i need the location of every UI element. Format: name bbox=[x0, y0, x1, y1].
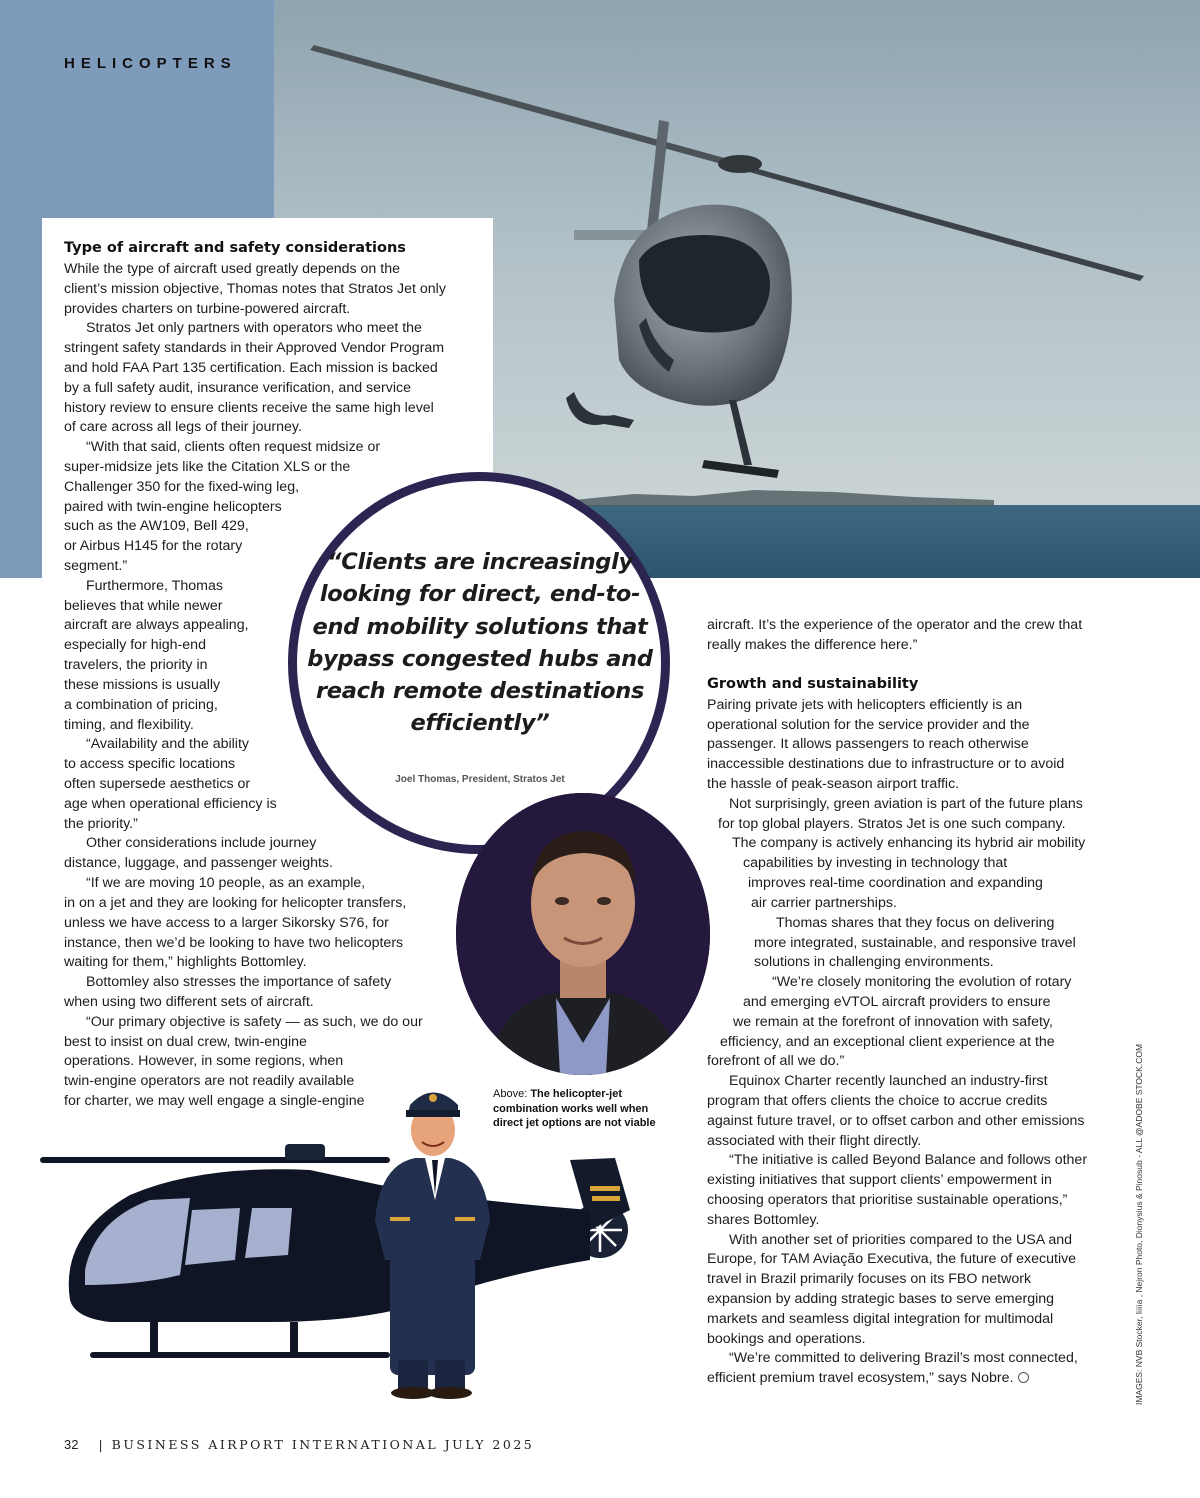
text-line: Stratos Jet only partners with operators who meet the bbox=[86, 320, 422, 336]
text-line: Pairing private jets with helicopters efficiently is an bbox=[707, 697, 1023, 713]
text-line: “We’re committed to delivering Brazil’s most connected, bbox=[729, 1350, 1078, 1366]
text-line: efficiency, and an exceptional client experience at the bbox=[720, 1034, 1055, 1050]
text-line: air carrier partnerships. bbox=[751, 895, 897, 911]
text-line: Thomas shares that they focus on delivering bbox=[776, 915, 1055, 931]
text-line: aircraft. It’s the experience of the operator and the crew that bbox=[707, 617, 1083, 633]
text-line: Bottomley also stresses the importance of safety bbox=[86, 974, 392, 990]
text-line: efficient premium travel ecosystem,” says Nobre. bbox=[707, 1370, 1014, 1386]
portrait-photo bbox=[456, 793, 710, 1075]
text-line: program that offers clients the choice to accrue credits bbox=[707, 1093, 1048, 1109]
text-line: more integrated, sustainable, and responsive travel bbox=[754, 935, 1076, 951]
text-line: segment.” bbox=[64, 558, 128, 574]
text-line: best to insist on dual crew, twin-engine bbox=[64, 1034, 307, 1050]
text-line: operations. However, in some regions, when bbox=[64, 1053, 344, 1069]
text-line: twin-engine operators are not readily available bbox=[64, 1073, 355, 1089]
text-line: waiting for them,” highlights Bottomley. bbox=[64, 954, 307, 970]
text-line: bookings and operations. bbox=[707, 1331, 866, 1347]
text-line: operational solution for the service provider and the bbox=[707, 717, 1030, 733]
text-line: markets and seamless digital integration for multimodal bbox=[707, 1311, 1054, 1327]
text-line: inaccessible destinations due to infrastructure or to avoid bbox=[707, 756, 1065, 772]
text-line: Europe, for TAM Aviação Executiva, the future of executive bbox=[707, 1251, 1077, 1267]
text-line: unless we have access to a larger Sikorsky S76, for bbox=[64, 915, 389, 931]
text-line: “The initiative is called Beyond Balance and follows other bbox=[729, 1152, 1088, 1168]
text-line: stringent safety standards in their Approved Vendor Program bbox=[64, 340, 445, 356]
text-line: capabilities by investing in technology that bbox=[743, 855, 1008, 871]
text-line: shares Bottomley. bbox=[707, 1212, 820, 1228]
page-number: 32 bbox=[64, 1437, 79, 1452]
text-line: “Availability and the ability bbox=[86, 736, 249, 752]
text-line: The company is actively enhancing its hybrid air mobility bbox=[732, 835, 1086, 851]
text-line: “If we are moving 10 people, as an example, bbox=[86, 875, 366, 891]
text-line: With another set of priorities compared to the USA and bbox=[729, 1232, 1073, 1248]
text-line: distance, luggage, and passenger weights. bbox=[64, 855, 333, 871]
text-line: believes that while newer bbox=[64, 598, 223, 614]
caption-lead: Above: bbox=[493, 1088, 531, 1100]
text-line: history review to ensure clients receive the same high level bbox=[64, 400, 434, 416]
text-line: really makes the difference here.” bbox=[707, 637, 918, 653]
text-line: existing initiatives that support clients’ empowerment in bbox=[707, 1172, 1052, 1188]
text-line: when using two different sets of aircraft. bbox=[64, 994, 314, 1010]
text-line: travel in Brazil primarily focuses on its FBO network bbox=[707, 1271, 1032, 1287]
text-line: by a full safety audit, insurance verification, and service bbox=[64, 380, 411, 396]
text-line: forefront of all we do.” bbox=[707, 1053, 845, 1069]
pull-quote-attribution: Joel Thomas, President, Stratos Jet bbox=[395, 774, 565, 785]
text-line: in on a jet and they are looking for helicopter transfers, bbox=[64, 895, 407, 911]
text-line: such as the AW109, Bell 429, bbox=[64, 518, 249, 534]
text-line: expansion by adding strategic bases to serve emerging bbox=[707, 1291, 1055, 1307]
text-line: often supersede aesthetics or bbox=[64, 776, 251, 792]
text-line: age when operational efficiency is bbox=[64, 796, 277, 812]
text-line: Other considerations include journey bbox=[86, 835, 317, 851]
pull-quote-text: “Clients are increasingly looking for direct, end-to-end mobility solutions that bypass congested hubs and reach remote destinations efficiently” bbox=[307, 549, 653, 737]
text-line: against future travel, or to offset carbon and other emissions bbox=[707, 1113, 1085, 1129]
page-footer bbox=[64, 1437, 534, 1452]
caption-text: The helicopter-jet combination works well when direct jet options are not viable bbox=[493, 1088, 656, 1129]
text-line: paired with twin-engine helicopters bbox=[64, 499, 282, 515]
text-line: “With that said, clients often request midsize or bbox=[86, 439, 381, 455]
text-line-last bbox=[707, 1369, 1029, 1389]
text-line: Not surprisingly, green aviation is part of the future plans bbox=[729, 796, 1083, 812]
text-line: aircraft are always appealing, bbox=[64, 617, 249, 633]
text-line: for top global players. Stratos Jet is one such company. bbox=[718, 816, 1066, 832]
text-line: and emerging eVTOL aircraft providers to ensure bbox=[743, 994, 1051, 1010]
text-line: associated with their flight directly. bbox=[707, 1133, 922, 1149]
text-line: especially for high-end bbox=[64, 637, 206, 653]
publication-name: | BUSINESS AIRPORT INTERNATIONAL JULY 2025 bbox=[98, 1437, 535, 1452]
text-line: passenger. It allows passengers to reach otherwise bbox=[707, 736, 1029, 752]
text-line: the hassle of peak-season airport traffic. bbox=[707, 776, 960, 792]
text-line: Furthermore, Thomas bbox=[86, 578, 223, 594]
text-line: choosing operators that prioritise sustainable operations,” bbox=[707, 1192, 1068, 1208]
section-tag: HELICOPTERS bbox=[64, 55, 237, 72]
text-line: super-midsize jets like the Citation XLS or the bbox=[64, 459, 351, 475]
text-line: travelers, the priority in bbox=[64, 657, 208, 673]
text-line: improves real-time coordination and expanding bbox=[748, 875, 1043, 891]
pilot-helicopter-illustration bbox=[30, 1060, 670, 1400]
text-line: for charter, we may well engage a single-engine bbox=[64, 1093, 365, 1109]
text-line: “We’re closely monitoring the evolution of rotary bbox=[772, 974, 1072, 990]
image-credit bbox=[1134, 1043, 1148, 1405]
text-line: we remain at the forefront of innovation with safety, bbox=[733, 1014, 1053, 1030]
text-line: a combination of pricing, bbox=[64, 697, 218, 713]
text-line: client’s mission objective, Thomas notes that Stratos Jet only bbox=[64, 281, 446, 297]
image-credit-text: IMAGES: NVB Stocker, Iiiiia , Nejron Photo, Dionysius & Pinosub - ALL @ADOBE STOCK.COM bbox=[1134, 1043, 1144, 1405]
section-heading-aircraft: Type of aircraft and safety considerations bbox=[64, 240, 406, 256]
text-line: and hold FAA Part 135 certification. Each mission is backed bbox=[64, 360, 438, 376]
text-line: or Airbus H145 for the rotary bbox=[64, 538, 243, 554]
text-line: Equinox Charter recently launched an industry-first bbox=[729, 1073, 1048, 1089]
text-line: timing, and flexibility. bbox=[64, 717, 194, 733]
text-line: provides charters on turbine-powered aircraft. bbox=[64, 301, 351, 317]
text-line: While the type of aircraft used greatly depends on the bbox=[64, 261, 400, 277]
text-line: Challenger 350 for the fixed-wing leg, bbox=[64, 479, 300, 495]
text-line: “Our primary objective is safety — as such, we do our bbox=[86, 1014, 423, 1030]
end-mark-icon bbox=[1018, 1372, 1029, 1383]
text-line: the priority.” bbox=[64, 816, 138, 832]
text-line: these missions is usually bbox=[64, 677, 221, 693]
text-line: solutions in challenging environments. bbox=[754, 954, 994, 970]
section-heading-growth: Growth and sustainability bbox=[707, 676, 919, 692]
text-line: instance, then we’d be looking to have two helicopters bbox=[64, 935, 404, 951]
text-line: of care across all legs of their journey. bbox=[64, 419, 302, 435]
text-line: to access specific locations bbox=[64, 756, 236, 772]
